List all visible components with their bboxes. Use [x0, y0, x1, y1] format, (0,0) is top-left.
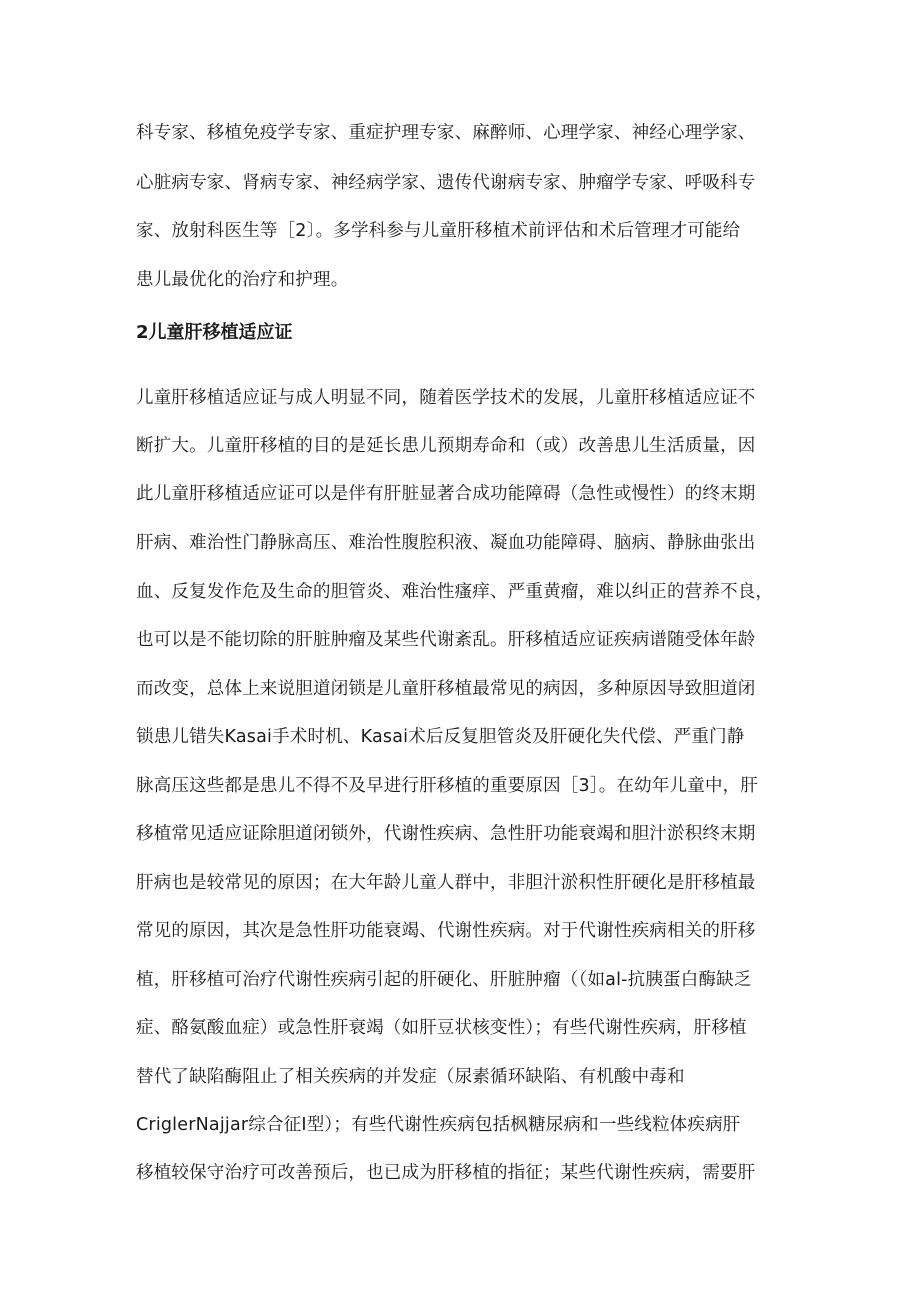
- paragraph-line: 断扩大。儿童肝移植的目的是延长患儿预期寿命和（或）改善患儿生活质量，因: [136, 436, 756, 456]
- section-heading: 2儿童肝移植适应证: [136, 322, 293, 343]
- paragraph-line: 患儿最优化的治疗和护理。: [136, 270, 349, 290]
- paragraph-line: 症、酪氨酸血症）或急性肝衰竭（如肝豆状核变性）；有些代谢性疾病，肝移植: [136, 1018, 747, 1038]
- paragraph-line: 肝病、难治性门静脉高压、难治性腹腔积液、凝血功能障碍、脑病、静脉曲张出: [136, 533, 756, 553]
- paragraph-line: 家、放射科医生等［2〕。多学科参与儿童肝移植术前评估和术后管理才可能给: [136, 221, 741, 241]
- paragraph-line: 儿童肝移植适应证与成人明显不同，随着医学技术的发展，儿童肝移植适应证不: [136, 388, 756, 408]
- paragraph-line: 锁患儿错失Kasai手术时机、Kasai术后反复胆管炎及肝硬化失代偿、严重门静: [136, 727, 745, 747]
- paragraph-line: 肝病也是较常见的原因；在大年龄儿童人群中，非胆汁淤积性肝硬化是肝移植最: [136, 873, 756, 893]
- paragraph-line: 脉高压这些都是患儿不得不及早进行肝移植的重要原因［3］。在幼年儿童中，肝: [136, 776, 759, 796]
- paragraph-line: 也可以是不能切除的肝脏肿瘤及某些代谢紊乱。肝移植适应证疾病谱随受体年龄: [136, 630, 756, 650]
- paragraph-line: 科专家、移植免疫学专家、重症护理专家、麻醉师、心理学家、神经心理学家、: [136, 123, 756, 143]
- paragraph-line: 常见的原因，其次是急性肝功能衰竭、代谢性疾病。对于代谢性疾病相关的肝移: [136, 921, 756, 941]
- paragraph-line: 而改变，总体上来说胆道闭锁是儿童肝移植最常见的病因，多种原因导致胆道闭: [136, 679, 756, 699]
- paragraph-line: 植，肝移植可治疗代谢性疾病引起的肝硬化、肝脏肿瘤（（如al-抗胰蛋白酶缺乏: [136, 970, 752, 990]
- paragraph-line: 血、反复发作危及生命的胆管炎、难治性瘙痒、严重黄瘤，难以纠正的营养不良，: [136, 582, 774, 602]
- paragraph-line: 心脏病专家、肾病专家、神经病学家、遗传代谢病专家、肿瘤学专家、呼吸科专: [136, 173, 756, 193]
- paragraph-line: 移植较保守治疗可改善预后，也已成为肝移植的指征；某些代谢性疾病，需要肝: [136, 1163, 756, 1183]
- paragraph-line: CriglerNajjar综合征I型）；有些代谢性疾病包括枫糖尿病和一些线粒体疾病肝: [136, 1115, 741, 1135]
- paragraph-line: 移植常见适应证除胆道闭锁外，代谢性疾病、急性肝功能衰竭和胆汁淤积终末期: [136, 824, 756, 844]
- paragraph-line: 替代了缺陷酶阻止了相关疾病的并发症（尿素循环缺陷、有机酸中毒和: [136, 1067, 685, 1087]
- paragraph-line: 此儿童肝移植适应证可以是伴有肝脏显著合成功能障碍（急性或慢性）的终末期: [136, 484, 756, 504]
